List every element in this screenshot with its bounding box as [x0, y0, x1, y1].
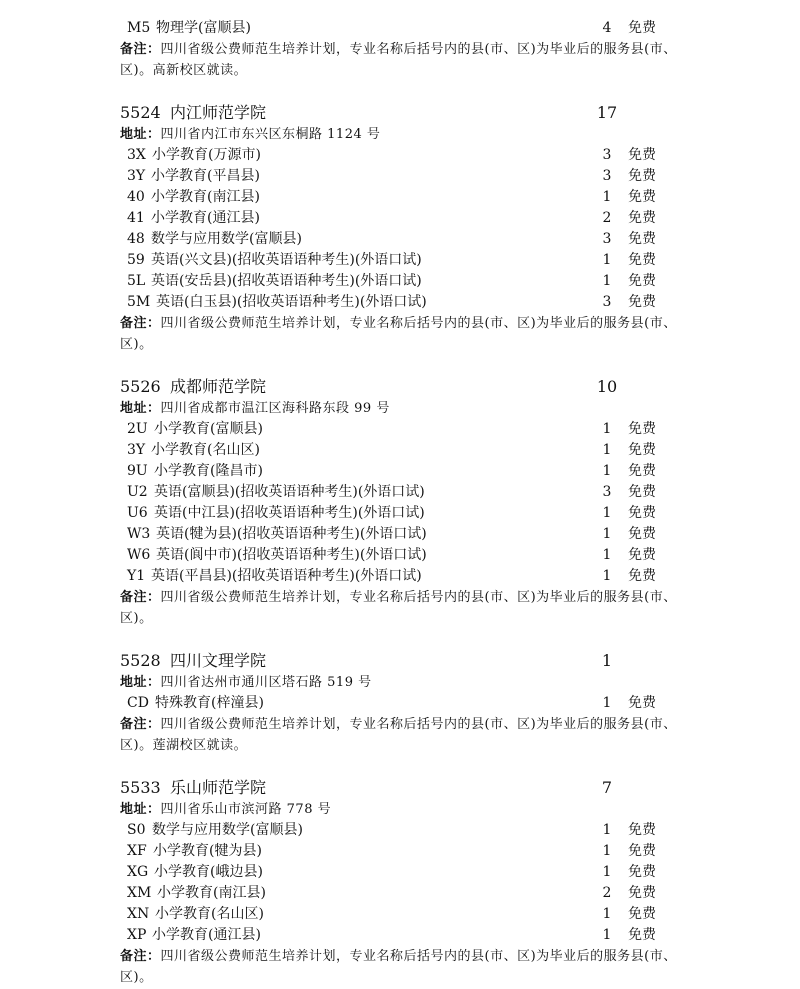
- note-label: 备注：: [120, 316, 161, 331]
- major-name: 小学教育(南江县): [157, 885, 266, 901]
- major-row: [0, 271, 800, 292]
- major-fee: 免费: [628, 568, 656, 584]
- major-count: 1: [602, 421, 612, 437]
- major-name: 小学教育(通江县): [152, 927, 261, 943]
- school-code: 5526: [120, 377, 161, 396]
- major-fee: 免费: [628, 421, 656, 437]
- major-name: 英语(白玉县)(招收英语语种考生)(外语口试): [156, 294, 427, 310]
- major-count: 1: [602, 822, 612, 838]
- major-count: 1: [602, 927, 612, 943]
- school-total: 10: [596, 377, 618, 396]
- major-name: 小学教育(万源市): [152, 147, 261, 163]
- major-fee: 免费: [628, 231, 656, 247]
- major-name: 英语(平昌县)(招收英语语种考生)(外语口试): [151, 568, 422, 584]
- major-code: U2: [127, 484, 148, 500]
- major-count: 1: [602, 864, 612, 880]
- school-total: 1: [601, 651, 613, 670]
- major-code: 3Y: [127, 442, 146, 458]
- major-row: [0, 166, 800, 187]
- note-label: 备注：: [120, 42, 161, 57]
- note-text: 四川省级公费师范生培养计划，专业名称后括号内的县(市、区)为毕业后的服务县(市、: [160, 949, 677, 964]
- school-code: 5533: [120, 778, 161, 797]
- note-line: [0, 39, 800, 60]
- major-count: 1: [602, 526, 612, 542]
- major-count: 1: [602, 273, 612, 289]
- major-name: 物理学(富顺县): [156, 20, 251, 36]
- major-code: 3Y: [127, 168, 146, 184]
- major-code: XM: [127, 885, 152, 901]
- major-name: 特殊教育(梓潼县): [155, 695, 264, 711]
- major-name: 英语(犍为县)(招收英语语种考生)(外语口试): [156, 526, 427, 542]
- major-row: [0, 566, 800, 587]
- major-count: 1: [602, 189, 612, 205]
- note-label: 备注：: [120, 717, 161, 732]
- major-name: 小学教育(隆昌市): [154, 463, 263, 479]
- address-label: 地址：: [120, 401, 161, 416]
- note-text: 四川省级公费师范生培养计划，专业名称后括号内的县(市、区)为毕业后的服务县(市、: [160, 590, 677, 605]
- major-row: [0, 503, 800, 524]
- note-line: [0, 946, 800, 967]
- major-fee: 免费: [628, 210, 656, 226]
- major-row: [0, 904, 800, 925]
- major-code: 5L: [127, 273, 146, 289]
- major-fee: 免费: [628, 505, 656, 521]
- major-row: [0, 461, 800, 482]
- major-name: 小学教育(通江县): [151, 210, 260, 226]
- major-row: [0, 250, 800, 271]
- note-line: [0, 714, 800, 735]
- school-address: [0, 672, 800, 693]
- major-count: 3: [602, 484, 612, 500]
- major-name: 英语(阆中市)(招收英语语种考生)(外语口试): [156, 547, 427, 563]
- major-count: 2: [602, 885, 612, 901]
- note-text: 四川省级公费师范生培养计划，专业名称后括号内的县(市、区)为毕业后的服务县(市、: [160, 42, 677, 57]
- major-count: 2: [602, 210, 612, 226]
- note-line: 区)。高新校区就读。: [120, 63, 248, 78]
- major-code: 59: [127, 252, 145, 268]
- major-count: 1: [602, 463, 612, 479]
- major-row: [0, 292, 800, 313]
- school-code: 5528: [120, 651, 161, 670]
- major-count: 3: [602, 231, 612, 247]
- major-row: [0, 482, 800, 503]
- school-name: 内江师范学院: [170, 103, 267, 122]
- major-fee: 免费: [628, 526, 656, 542]
- major-code: XP: [127, 927, 147, 943]
- major-row: [0, 145, 800, 166]
- spacer: [0, 756, 800, 777]
- major-name: 小学教育(名山区): [155, 906, 264, 922]
- major-fee: 免费: [628, 864, 656, 880]
- major-name: 英语(富顺县)(招收英语语种考生)(外语口试): [154, 484, 425, 500]
- major-fee: 免费: [628, 927, 656, 943]
- major-code: 48: [127, 231, 145, 247]
- major-fee: 免费: [628, 484, 656, 500]
- school-address: [0, 124, 800, 145]
- major-row: [0, 820, 800, 841]
- school-name: 乐山师范学院: [170, 778, 267, 797]
- major-count: 1: [602, 442, 612, 458]
- major-name: 英语(兴文县)(招收英语语种考生)(外语口试): [151, 252, 422, 268]
- major-code: S0: [127, 822, 146, 838]
- spacer: [0, 81, 800, 102]
- major-fee: 免费: [628, 822, 656, 838]
- address-text: 四川省达州市通川区塔石路 519 号: [160, 675, 372, 690]
- major-fee: 免费: [628, 252, 656, 268]
- major-count: 1: [602, 906, 612, 922]
- major-row: [0, 440, 800, 461]
- address-label: 地址：: [120, 675, 161, 690]
- major-fee: 免费: [628, 695, 656, 711]
- note-text: 四川省级公费师范生培养计划，专业名称后括号内的县(市、区)为毕业后的服务县(市、: [160, 717, 677, 732]
- address-text: 四川省成都市温江区海科路东段 99 号: [160, 401, 390, 416]
- major-code: 3X: [127, 147, 146, 163]
- major-fee: 免费: [628, 273, 656, 289]
- school-code: 5524: [120, 103, 161, 122]
- major-count: 1: [602, 843, 612, 859]
- major-fee: 免费: [628, 147, 656, 163]
- major-count: 1: [602, 695, 612, 711]
- major-name: 小学教育(峨边县): [154, 864, 263, 880]
- major-code: 40: [127, 189, 145, 205]
- major-row: [0, 229, 800, 250]
- note-line: 区)。: [120, 970, 153, 985]
- major-code: 5M: [127, 294, 151, 310]
- major-fee: 免费: [628, 442, 656, 458]
- major-name: 英语(安岳县)(招收英语语种考生)(外语口试): [151, 273, 422, 289]
- major-count: 3: [602, 147, 612, 163]
- major-name: 小学教育(犍为县): [153, 843, 262, 859]
- major-row: [0, 862, 800, 883]
- major-row: [0, 841, 800, 862]
- major-fee: 免费: [628, 20, 656, 36]
- major-count: 3: [602, 168, 612, 184]
- note-label: 备注：: [120, 590, 161, 605]
- major-fee: 免费: [628, 906, 656, 922]
- school-header: [0, 650, 800, 672]
- school-header: [0, 777, 800, 799]
- major-row: [0, 524, 800, 545]
- major-row: [0, 545, 800, 566]
- school-address: [0, 799, 800, 820]
- major-code: XF: [127, 843, 147, 859]
- major-name: 英语(中江县)(招收英语语种考生)(外语口试): [154, 505, 425, 521]
- note-line: 区)。: [120, 337, 153, 352]
- spacer: [0, 355, 800, 376]
- address-text: 四川省乐山市滨河路 778 号: [160, 802, 332, 817]
- major-count: 1: [602, 252, 612, 268]
- school-header: [0, 376, 800, 398]
- major-code: CD: [127, 695, 149, 711]
- major-name: 小学教育(南江县): [151, 189, 260, 205]
- major-code: U6: [127, 505, 148, 521]
- major-row: [0, 925, 800, 946]
- major-count: 1: [602, 547, 612, 563]
- note-label: 备注：: [120, 949, 161, 964]
- note-line: 区)。: [120, 611, 153, 626]
- major-count: 4: [602, 20, 612, 36]
- spacer: [0, 629, 800, 650]
- major-code: 41: [127, 210, 145, 226]
- major-row: [0, 693, 800, 714]
- major-fee: 免费: [628, 189, 656, 205]
- school-total: 7: [601, 778, 613, 797]
- school-total: 17: [596, 103, 618, 122]
- major-fee: 免费: [628, 843, 656, 859]
- major-fee: 免费: [628, 168, 656, 184]
- major-fee: 免费: [628, 463, 656, 479]
- major-name: 小学教育(名山区): [151, 442, 260, 458]
- major-name: 小学教育(富顺县): [154, 421, 263, 437]
- school-name: 成都师范学院: [170, 377, 267, 396]
- address-label: 地址：: [120, 127, 161, 142]
- note-line: [0, 587, 800, 608]
- major-code: Y1: [127, 568, 146, 584]
- major-fee: 免费: [628, 294, 656, 310]
- major-code: 9U: [127, 463, 148, 479]
- note-line: [0, 313, 800, 334]
- major-row: [0, 419, 800, 440]
- major-code: M5: [127, 20, 151, 36]
- major-name: 小学教育(平昌县): [151, 168, 260, 184]
- major-code: W3: [127, 526, 151, 542]
- note-line: 区)。莲湖校区就读。: [120, 738, 248, 753]
- major-row: [0, 208, 800, 229]
- major-row: [0, 18, 800, 39]
- major-code: W6: [127, 547, 151, 563]
- major-code: 2U: [127, 421, 148, 437]
- major-fee: 免费: [628, 547, 656, 563]
- address-text: 四川省内江市东兴区东桐路 1124 号: [160, 127, 381, 142]
- school-address: [0, 398, 800, 419]
- major-row: [0, 187, 800, 208]
- note-text: 四川省级公费师范生培养计划，专业名称后括号内的县(市、区)为毕业后的服务县(市、: [160, 316, 677, 331]
- major-name: 数学与应用数学(富顺县): [151, 231, 302, 247]
- major-fee: 免费: [628, 885, 656, 901]
- major-code: XN: [127, 906, 150, 922]
- address-label: 地址：: [120, 802, 161, 817]
- major-row: [0, 883, 800, 904]
- major-name: 数学与应用数学(富顺县): [152, 822, 303, 838]
- major-count: 3: [602, 294, 612, 310]
- major-count: 1: [602, 505, 612, 521]
- major-count: 1: [602, 568, 612, 584]
- major-code: XG: [127, 864, 149, 880]
- school-header: [0, 102, 800, 124]
- school-name: 四川文理学院: [170, 651, 267, 670]
